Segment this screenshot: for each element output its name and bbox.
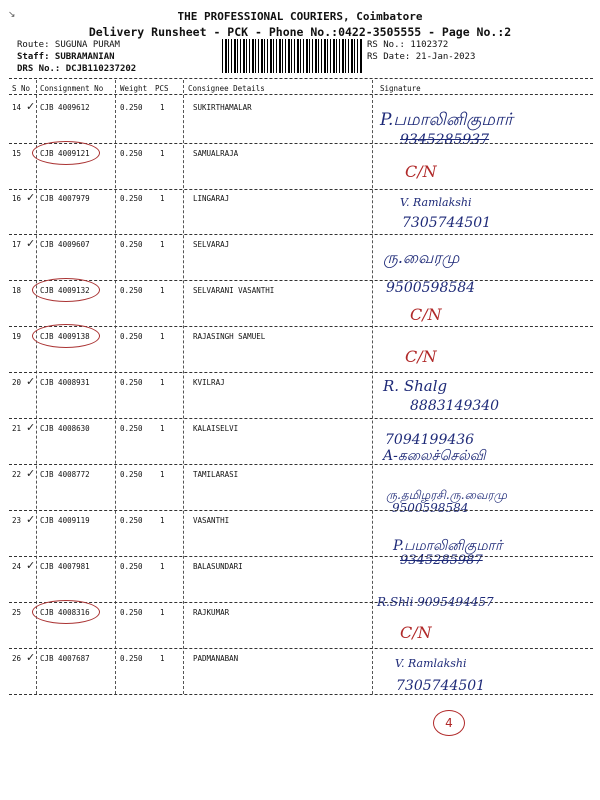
row-pcs: 1 <box>160 149 165 158</box>
signature-line: C/N <box>410 305 442 324</box>
row-sno: 14 <box>12 103 22 112</box>
row-sno: 20 <box>12 378 22 387</box>
row-consignee: KVILRAJ <box>193 378 225 387</box>
row-divider <box>9 189 593 190</box>
row-consignee: KALAISELVI <box>193 424 239 433</box>
signature-line: C/N <box>400 623 432 642</box>
row-consignee: SAMUALRAJA <box>193 149 239 158</box>
signature-line: R.Shli 9095494457 <box>377 595 494 609</box>
row-weight: 0.250 <box>120 516 143 525</box>
row-consignee: VASANTHI <box>193 516 230 525</box>
row-divider <box>9 234 593 235</box>
signature-line: 9345285987 <box>400 553 483 568</box>
row-pcs: 1 <box>160 194 165 203</box>
check-mark-icon: ✓ <box>26 191 36 204</box>
row-pcs: 1 <box>160 516 165 525</box>
row-weight: 0.250 <box>120 194 143 203</box>
row-divider <box>9 510 593 511</box>
check-mark-icon: ✓ <box>26 237 36 250</box>
consignment-circle-mark <box>32 141 100 165</box>
consignment-circle-mark <box>32 324 100 348</box>
check-mark-icon: ✓ <box>26 467 36 480</box>
row-consignment: CJB 4009138 <box>40 332 90 341</box>
row-sno: 22 <box>12 470 22 479</box>
row-sno: 23 <box>12 516 22 525</box>
row-consignment: CJB 4009612 <box>40 103 90 112</box>
row-sno: 26 <box>12 654 22 663</box>
row-pcs: 1 <box>160 562 165 571</box>
row-sno: 17 <box>12 240 22 249</box>
signature-line: P.பமாலினிகுமார் <box>380 110 513 130</box>
row-consignment: CJB 4008772 <box>40 470 90 479</box>
row-consignment: CJB 4008316 <box>40 608 90 617</box>
row-divider <box>9 464 593 465</box>
signature-line: ரு.வைரமு <box>383 248 460 267</box>
table-top-rule <box>9 78 593 79</box>
check-mark-icon: ✓ <box>26 559 36 572</box>
drs-number: DRS No.: DCJB110237202 <box>17 64 137 74</box>
row-weight: 0.250 <box>120 470 143 479</box>
row-weight: 0.250 <box>120 240 143 249</box>
row-pcs: 1 <box>160 286 165 295</box>
runsheet-title: Delivery Runsheet - PCK - Phone No.:0422-3505555 - Page No.:2 <box>88 25 512 39</box>
header-signature: Signature <box>380 84 421 93</box>
row-consignment: CJB 4009607 <box>40 240 90 249</box>
row-pcs: 1 <box>160 103 165 112</box>
page-number-mark: 4 <box>433 710 465 736</box>
signature-line: C/N <box>405 162 437 181</box>
row-weight: 0.250 <box>120 654 143 663</box>
signature-line: 7305744501 <box>396 678 486 694</box>
row-consignee: LINGARAJ <box>193 194 230 203</box>
row-consignee: SUKIRTHAMALAR <box>193 103 252 112</box>
row-sno: 24 <box>12 562 22 571</box>
row-sno: 15 <box>12 149 22 158</box>
row-consignment: CJB 4007687 <box>40 654 90 663</box>
check-mark-icon: ✓ <box>26 100 36 113</box>
row-consignment: CJB 4007979 <box>40 194 90 203</box>
header-consignment: Consignment No <box>40 84 104 93</box>
consignment-circle-mark <box>32 600 100 624</box>
row-divider <box>9 143 593 144</box>
company-title: THE PROFESSIONAL COURIERS, Coimbatore <box>177 10 423 23</box>
signature-line: C/N <box>405 347 437 366</box>
row-weight: 0.250 <box>120 562 143 571</box>
signature-line: 9500598584 <box>392 501 469 515</box>
row-consignee: SELVARANI VASANTHI <box>193 286 275 295</box>
row-consignment: CJB 4009121 <box>40 149 90 158</box>
row-consignment: CJB 4008931 <box>40 378 90 387</box>
row-weight: 0.250 <box>120 149 143 158</box>
route-label: Route: SUGUNA PURAM <box>17 40 120 50</box>
row-sno: 16 <box>12 194 22 203</box>
row-consignment: CJB 4007981 <box>40 562 90 571</box>
row-weight: 0.250 <box>120 332 143 341</box>
row-weight: 0.250 <box>120 378 143 387</box>
barcode-image <box>222 39 362 73</box>
row-consignee: BALASUNDARI <box>193 562 243 571</box>
check-mark-icon: ✓ <box>26 513 36 526</box>
row-consignee: RAJASINGH SAMUEL <box>193 332 266 341</box>
signature-line: 8883149340 <box>410 398 500 414</box>
row-consignee: PADMANABAN <box>193 654 239 663</box>
signature-line: A-கலைச்செல்வி <box>383 448 486 464</box>
check-mark-icon: ✓ <box>26 421 36 434</box>
check-mark-icon: ✓ <box>26 651 36 664</box>
signature-line: ரு.தமிழரசி.ரு.வைரமு <box>386 488 507 502</box>
row-divider <box>9 602 593 603</box>
row-pcs: 1 <box>160 608 165 617</box>
row-consignee: RAJKUMAR <box>193 608 230 617</box>
signature-line: 7305744501 <box>402 215 492 231</box>
rs-date: RS Date: 21-Jan-2023 <box>367 52 476 62</box>
signature-line: P.பமாலினிகுமார் <box>393 538 503 554</box>
row-divider <box>9 556 593 557</box>
signature-line: 9500598584 <box>386 280 476 296</box>
row-pcs: 1 <box>160 424 165 433</box>
header-consignee: Consignee Details <box>188 84 265 93</box>
row-weight: 0.250 <box>120 103 143 112</box>
staff-label: Staff: SUBRAMANIAN <box>17 52 115 62</box>
row-consignment: CJB 4009132 <box>40 286 90 295</box>
corner-mark-icon: ↘ <box>8 10 16 20</box>
header-pcs: PCS <box>155 84 169 93</box>
row-consignee: TAMILARASI <box>193 470 239 479</box>
consignment-circle-mark <box>32 278 100 302</box>
row-divider <box>9 326 593 327</box>
row-sno: 18 <box>12 286 22 295</box>
row-pcs: 1 <box>160 378 165 387</box>
row-consignee: SELVARAJ <box>193 240 230 249</box>
header-sno: S No <box>12 84 31 93</box>
rs-number: RS No.: 1102372 <box>367 40 449 50</box>
row-consignment: CJB 4008630 <box>40 424 90 433</box>
check-mark-icon: ✓ <box>26 375 36 388</box>
row-divider <box>9 648 593 649</box>
signature-line: V. Ramlakshi <box>400 196 472 209</box>
row-consignment: CJB 4009119 <box>40 516 90 525</box>
row-weight: 0.250 <box>120 424 143 433</box>
signature-line: R. Shalg <box>383 377 448 395</box>
row-pcs: 1 <box>160 332 165 341</box>
row-sno: 19 <box>12 332 22 341</box>
row-weight: 0.250 <box>120 608 143 617</box>
row-pcs: 1 <box>160 654 165 663</box>
signature-line: 9345285937 <box>400 132 490 148</box>
signature-line: V. Ramlakshi <box>395 657 467 670</box>
row-divider <box>9 418 593 419</box>
header-weight: Weight <box>120 84 148 93</box>
row-pcs: 1 <box>160 470 165 479</box>
row-divider <box>9 694 593 695</box>
row-weight: 0.250 <box>120 286 143 295</box>
table-header-rule <box>9 94 593 95</box>
row-sno: 25 <box>12 608 22 617</box>
row-divider <box>9 280 593 281</box>
row-pcs: 1 <box>160 240 165 249</box>
row-divider <box>9 372 593 373</box>
row-sno: 21 <box>12 424 22 433</box>
signature-line: 7094199436 <box>385 432 475 448</box>
